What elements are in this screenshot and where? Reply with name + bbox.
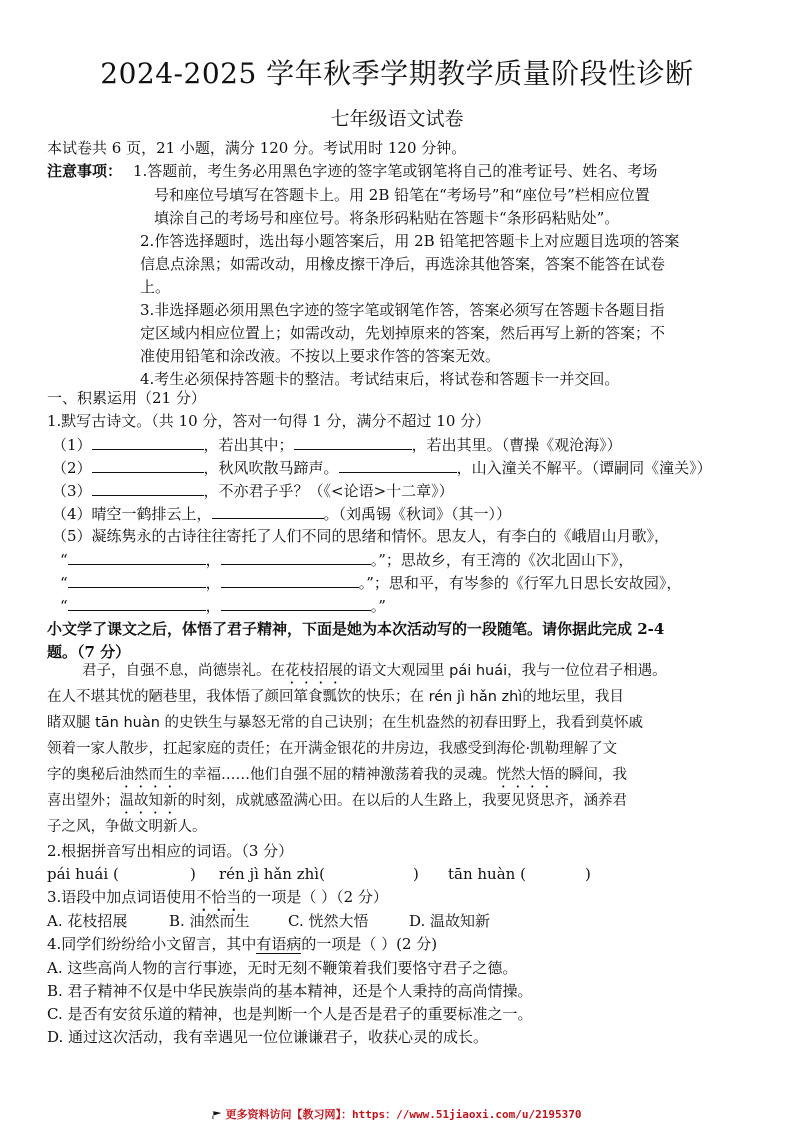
q1-item-5-line2: “ ， 。”；思故乡，有王湾的《次北固山下》，	[60, 548, 633, 571]
flag-icon	[212, 1111, 221, 1119]
option-c[interactable]: C. 恍然大悟	[288, 912, 369, 930]
question-1-title: 1.默写古诗文。（共 10 分，答对一句得 1 分，满分不超过 10 分）	[47, 412, 491, 430]
q1-item-3: （3） ，不亦君子乎？（《<论语>十二章》）	[52, 479, 454, 502]
exam-intro: 本试卷共 6 页，21 小题，满分 120 分。考试用时 120 分钟。	[47, 139, 467, 157]
passage-line: 君子，自强不息，尚德崇礼。在花枝招展的语文大观园里 pái huái，我与一位位君子相遇。	[82, 663, 667, 679]
notice-line: 信息点涂黑；如需改动，用橡皮擦干净后，再选涂其他答案，答案不能答在试卷	[140, 255, 666, 273]
q1-item-4: （4）晴空一鹤排云上， 。（刘禹锡《秋词》（其一））	[52, 502, 511, 525]
q1-item-1: （1） ，若出其中； ，若出其里。（曹操《观沧海》）	[52, 433, 622, 456]
question-3-title: 3.语段中加点词语使用不恰当的一项是（ ）（2 分）	[47, 888, 388, 906]
dotted-word: 油然而生	[119, 767, 178, 783]
notice-line: 1.答题前，考生务必用黑色字迹的签字笔或钢笔将自己的准考证号、姓名、考场	[133, 162, 658, 180]
option-b[interactable]: B. 油然而生	[169, 912, 250, 930]
notice-line: 上。	[140, 278, 171, 296]
notice-line: 2.作答选择题时，选出每小题答案后，用 2B 铅笔把答题卡上对应题目选项的答案	[140, 232, 680, 250]
notice-line: 准使用铅笔和涂改液。不按以上要求作答的答案无效。	[140, 347, 501, 365]
passage-line: 子之风，争做文明新人。	[47, 819, 207, 835]
notice-label: 注意事项：	[47, 162, 123, 180]
passage-line: 领着一家人散步，扛起家庭的责任；在开满金银花的井房边，我感受到海伦·凯勒理解了文	[47, 741, 618, 757]
notice-line: 填涂自己的考场号和座位号。将条形码粘贴在答题卡“条形码粘贴处”。	[154, 209, 620, 227]
section-heading: 一、积累运用（21 分）	[47, 389, 206, 407]
option-a[interactable]: A. 这些高尚人物的言行事迹，无时无刻不鞭策着我们要恪守君子之德。	[47, 959, 518, 977]
dotted-word: 花枝招展	[285, 663, 343, 679]
option-c[interactable]: C. 是否有安贫乐道的精神，也是判断一个人是否是君子的重要标准之一。	[47, 1005, 533, 1023]
q1-item-5-line4: “ ， 。”	[60, 594, 386, 617]
dotted-word: 恍然大悟	[496, 767, 555, 783]
passage-line: 在人不堪其忧的陋巷里，我体悟了颜回箪食瓢饮的快乐；在 rén jì hǎn zhì的地坛里，我目	[47, 689, 624, 705]
notice-line: 4.考生必须保持答题卡的整洁。考试结束后，将试卷和答题卡一并交回。	[140, 370, 620, 388]
notice-line: 号和座位号填写在答题卡上。用 2B 铅笔在“考场号”和“座位号”栏相应位置	[154, 186, 650, 204]
footer-link[interactable]	[0, 1106, 794, 1122]
notice-line: 3.非选择题必须用黑色字迹的签字笔或钢笔作答，答案必须写在答题卡各题目指	[140, 301, 665, 319]
dotted-word: 温故知新	[119, 793, 178, 809]
q1-item-5: （5）凝练隽永的古诗往往寄托了人们不同的思绪和情怀。思友人，有李白的《峨眉山月歌》，	[52, 527, 670, 545]
passage-intro-line: 小文学了课文之后，体悟了君子精神，下面是她为本次活动写的一段随笔。请你据此完成 2-4	[47, 620, 665, 638]
footer-text[interactable]: 更多资料访问【教习网】：https：//www.51jiaoxi.com/u/2195370	[225, 1108, 582, 1121]
passage-line: 喜出望外；温故知新的时刻，成就感盈满心田。在以后的人生路上，我要见贤思齐，涵养君	[47, 793, 627, 809]
passage-line: 字的奥秘后油然而生的幸福……他们自强不屈的精神激荡着我的灵魂。恍然大悟的瞬间，我	[47, 767, 627, 783]
question-2-title: 2.根据拼音写出相应的词语。（3 分）	[47, 842, 294, 860]
option-a[interactable]: A. 花枝招展	[47, 912, 128, 930]
option-b[interactable]: B. 君子精神不仅是中华民族崇尚的基本精神，还是个人秉持的高尚情操。	[47, 982, 533, 1000]
passage-line: 睹双腿 tān huàn 的史铁生与暴怒无常的自己诀别；在生机盎然的初春田野上，我看到莫怀戚	[47, 715, 644, 731]
q1-item-5-line3: “ ， 。”；思和平，有岑参的《行军九日思长安故园》，	[60, 571, 681, 594]
option-d[interactable]: D. 通过这次活动，我有幸遇见一位位谦谦君子，收获心灵的成长。	[47, 1028, 489, 1046]
page-subtitle: 七年级语文试卷	[330, 108, 464, 130]
notice-line: 定区域内相应位置上；如需改动，先划掉原来的答案，然后再写上新的答案；不	[140, 324, 666, 342]
q1-item-2: （2） ，秋风吹散马蹄声。 ，山入潼关不解平。（谭嗣同《潼关》）	[52, 456, 712, 479]
question-4-title: 4.同学们纷纷给小文留言，其中有语病的一项是（ ）(2 分)	[47, 935, 438, 953]
page-title: 2024-2025 学年秋季学期教学质量阶段性诊断	[100, 57, 694, 90]
passage-intro-line: 题。（7 分）	[47, 643, 131, 661]
option-d[interactable]: D. 温故知新	[409, 912, 491, 930]
